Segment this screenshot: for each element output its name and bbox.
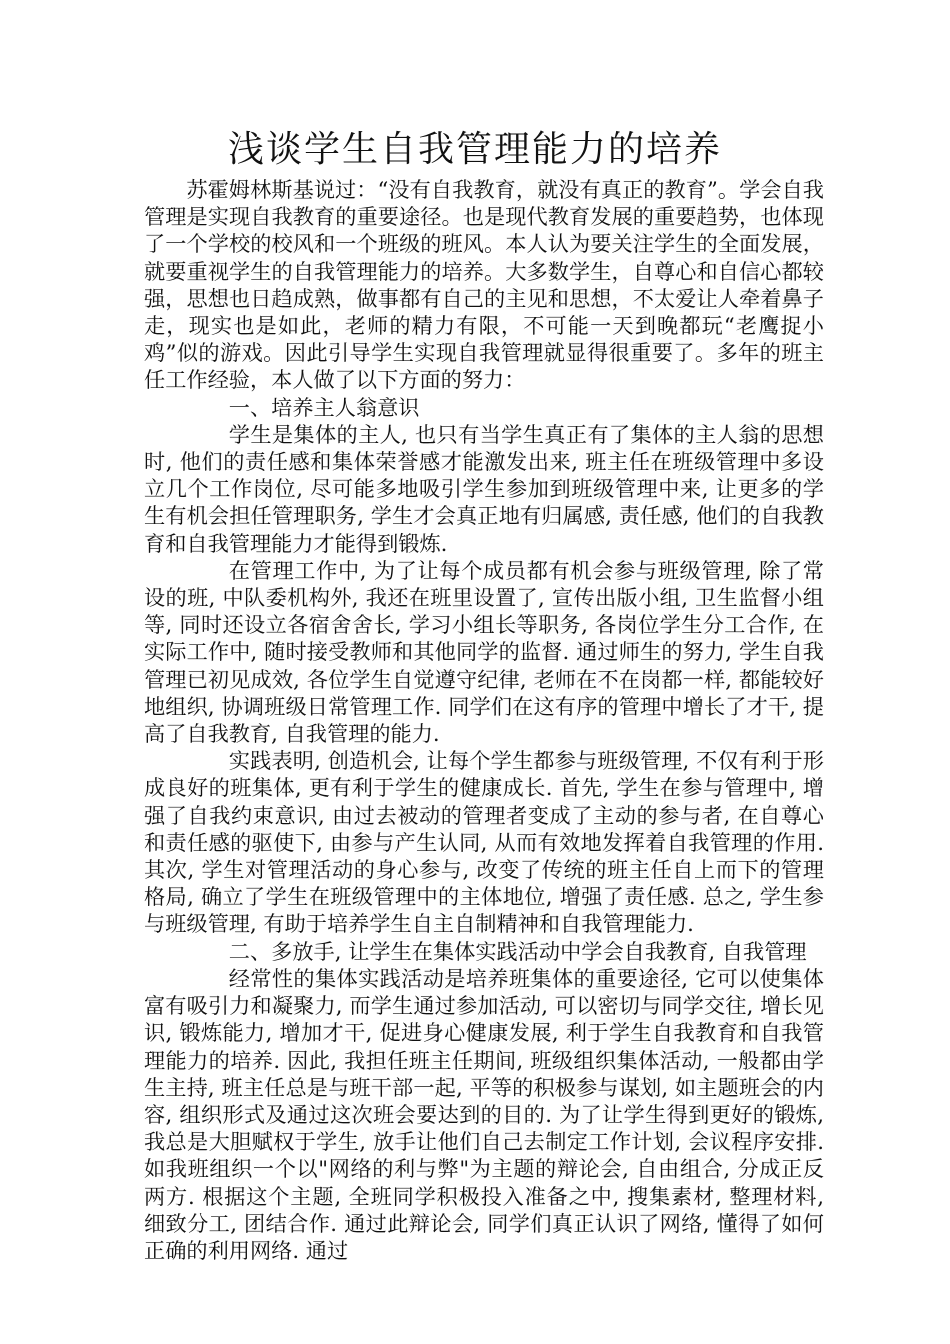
paragraph-intro: 苏霍姆林斯基说过：“没有自我教育，就没有真正的教育”。学会自我管理是实现自我教育的重要途径。也是现代教育发展的重要趋势，也体现了一个学校的校风和一个班级的班风。本人认为要关注学生的全面发展，就要重视学生的自我管理能力的培养。大多数学生，自尊心和自信心都较强，思想也日趋成熟，做事都有自己的主见和思想，不太爱让人牵着鼻子走，现实也是如此，老师的精力有限，不可能一天到晚都玩“老鹰捉小鸡”似的游戏。因此引导学生实现自我管理就显得很重要了。多年的班主任工作经验，本人做了以下方面的努力：: [144, 177, 824, 393]
section-heading-1: 一、培养主人翁意识: [228, 394, 420, 420]
paragraph-3: 实践表明, 创造机会, 让每个学生都参与班级管理, 不仅有利于形成良好的班集体, 更有利于学生的健康成长. 首先, 学生在参与管理中, 增强了自我约束意识, 由过去被动的管理者变成了主动的参与者, 在自尊心和责任感的驱使下, 由参与产生认同, 从而有效地发挥着自我管理的作用. 其次, 学生对管理活动的身心参与, 改变了传统的班主任自上而下的管理格局, 确立了学生在班级管理中的主体地位, 增强了责任感. 总之, 学生参与班级管理, 有助于培养学生自主自制精神和自我管理能力.: [144, 748, 824, 937]
paragraph-1: 学生是集体的主人, 也只有当学生真正有了集体的主人翁的思想时, 他们的责任感和集体荣誉感才能激发出来, 班主任在班级管理中多设立几个工作岗位, 尽可能多地吸引学生参加到班级管理中来, 让更多的学生有机会担任管理职务, 学生才会真正地有归属感, 责任感, 他们的自我教育和自我管理能力才能得到锻炼.: [144, 421, 824, 556]
paragraph-2: 在管理工作中, 为了让每个成员都有机会参与班级管理, 除了常设的班, 中队委机构外, 我还在班里设置了, 宣传出版小组, 卫生监督小组等, 同时还设立各宿舍舍长, 学习小组长等职务, 各岗位学生分工合作, 在实际工作中, 随时接受教师和其他同学的监督. 通过师生的努力, 学生自我管理已初见成效, 各位学生自觉遵守纪律, 老师在不在岗都一样, 都能较好地组织, 协调班级日常管理工作. 同学们在这有序的管理中增长了才干, 提高了自我教育, 自我管理的能力.: [144, 557, 824, 747]
paragraph-4: 经常性的集体实践活动是培养班集体的重要途径, 它可以使集体富有吸引力和凝聚力, 而学生通过参加活动, 可以密切与同学交往, 增长见识, 锻炼能力, 增加才干, 促进身心健康发展, 利于学生自我教育和自我管理能力的培养. 因此, 我担任班主任期间, 班级组织集体活动, 一般都由学生主持, 班主任总是与班干部一起, 平等的积极参与谋划, 如主题班会的内容, 组织形式及通过这次班会要达到的目的. 为了让学生得到更好的锻炼, 我总是大胆赋权于学生, 放手让他们自己去制定工作计划, 会议程序安排. 如我班组织一个以"网络的利与弊"为主题的辩论会, 自由组合, 分成正反两方. 根据这个主题, 全班同学积极投入准备之中, 搜集素材, 整理材料, 细致分工, 团结合作. 通过此辩论会, 同学们真正认识了网络, 懂得了如何正确的利用网络. 通过: [144, 965, 824, 1263]
section-heading-2: 二、多放手, 让学生在集体实践活动中学会自我教育, 自我管理: [228, 938, 807, 964]
document-body: [144, 176, 824, 1264]
document-title: 浅谈学生自我管理能力的培养: [227, 129, 722, 170]
